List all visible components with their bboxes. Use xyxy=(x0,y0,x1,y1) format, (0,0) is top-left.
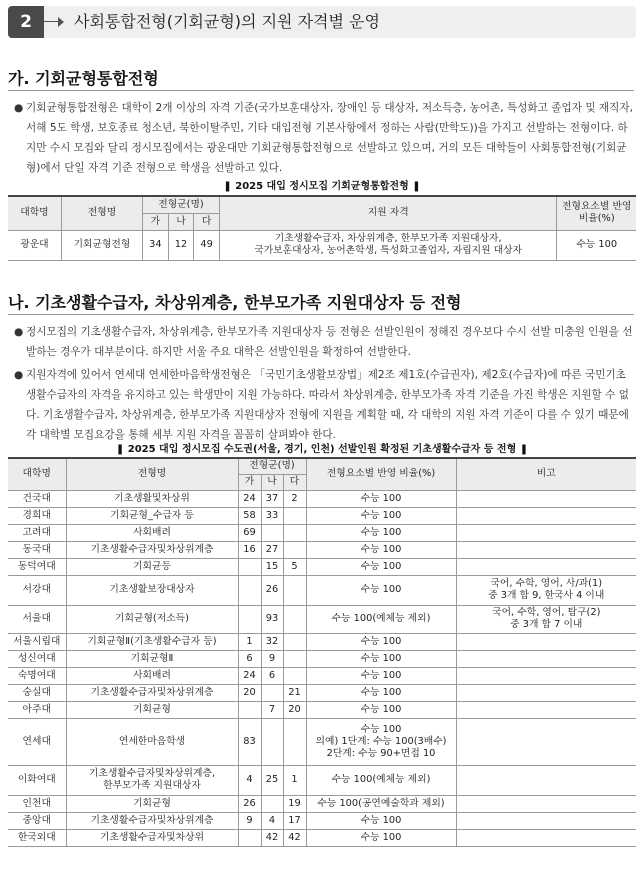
table-b xyxy=(8,457,636,847)
cell-ga xyxy=(238,575,261,605)
cell-note xyxy=(456,812,636,829)
cell-type: 기회균형전형 xyxy=(61,230,142,260)
subsection-title-a xyxy=(8,66,159,89)
cell-ratio: 수능 100 xyxy=(557,230,636,260)
divider xyxy=(8,90,634,91)
cell-type: 기회균형_수급자 등 xyxy=(66,507,238,524)
section-header xyxy=(8,6,636,38)
cell-type: 기초생활수급자및차상위 xyxy=(66,829,238,846)
cell-note xyxy=(456,633,636,650)
header-univ: 대학명 xyxy=(8,196,61,230)
cell-ga: 1 xyxy=(238,633,261,650)
paragraph-b2-text: 지원자격에 있어서 연세대 연세한마음학생전형은 「국민기초생활보장법」제2조 제1호(수급권자), 제2호(수급자)에 따른 국민기초생활수급자의 자격을 유지하고 있는 학생만이 지원 가능하다. 따라서 차상위계층, 한부모가족 자격 기준을 가진 학생은 지원할 수 없다. 기초생활수급자, 차상위계층, 한부모가족 지원대상자 전형에 지원을 계획할 때, 각 대학의 지원 자격 기준이 다를 수 있기 때문에 각 대학별 모집요강을 통해 세부 지원 자격을 꼼꼼히 살펴봐야 한다. xyxy=(26,369,629,441)
cell-ratio: 수능 100 xyxy=(306,684,456,701)
cell-da xyxy=(283,667,306,684)
cell-univ: 경희대 xyxy=(8,507,66,524)
cell-da: 19 xyxy=(283,795,306,812)
cell-note xyxy=(456,490,636,507)
header-group: 전형군(명) xyxy=(143,196,220,213)
header-ga: 가 xyxy=(238,474,261,490)
section-number: 2 xyxy=(8,6,44,38)
cell-ga: 20 xyxy=(238,684,261,701)
cell-type: 기회균형 xyxy=(66,795,238,812)
cell-na: 7 xyxy=(261,701,283,718)
cell-type: 기초생활수급자및차상위계층 xyxy=(66,812,238,829)
cell-type: 기회균형Ⅱ xyxy=(66,650,238,667)
cell-ga: 24 xyxy=(238,667,261,684)
header-note: 비고 xyxy=(456,458,636,490)
cell-qual-line2: 국가보훈대상자, 농어촌학생, 특성화고졸업자, 자립지원 대상자 xyxy=(254,245,523,256)
cell-da: 21 xyxy=(283,684,306,701)
cell-ratio: 수능 100 xyxy=(306,633,456,650)
cell-ratio: 수능 100 의예) 1단계: 수능 100(3배수) 2단계: 수능 90+면접 10 xyxy=(306,718,456,765)
cell-da: 2 xyxy=(283,490,306,507)
cell-ga: 83 xyxy=(238,718,261,765)
cell-univ: 동덕여대 xyxy=(8,558,66,575)
cell-univ: 서강대 xyxy=(8,575,66,605)
cell-na xyxy=(261,718,283,765)
cell-ga: 34 xyxy=(143,230,169,260)
table-row xyxy=(8,765,636,795)
cell-type: 기회균형Ⅱ(기초생활수급자 등) xyxy=(66,633,238,650)
cell-note xyxy=(456,829,636,846)
cell-na xyxy=(261,684,283,701)
cell-da: 1 xyxy=(283,765,306,795)
cell-univ: 서울대 xyxy=(8,605,66,633)
cell-na: 33 xyxy=(261,507,283,524)
table-a-caption: ❚ 2025 대입 정시모집 기회균형통합전형 ❚ xyxy=(223,181,421,192)
cell-ratio: 수능 100(예체능 제외) xyxy=(306,765,456,795)
cell-univ: 한국외대 xyxy=(8,829,66,846)
cell-type: 기초생활및차상위 xyxy=(66,490,238,507)
header-ratio: 전형요소별 반영 비율(%) xyxy=(306,458,456,490)
cell-da xyxy=(283,507,306,524)
cell-note xyxy=(456,684,636,701)
cell-ratio: 수능 100 xyxy=(306,829,456,846)
cell-ratio: 수능 100 xyxy=(306,558,456,575)
cell-ga xyxy=(238,558,261,575)
cell-type: 기회균형 xyxy=(66,701,238,718)
bullet-icon: ● xyxy=(14,369,24,381)
paragraph-a-text: 기회균형통합전형은 대학이 2개 이상의 자격 기준(국가보훈대상자, 장애인 등 대상자, 저소득층, 농어촌, 특성화고 졸업자 및 재직자, 서해 5도 학생, 보호종료 청소년, 북한이탈주민, 기타 대입전형 기본사항에서 정하는 사람(만학도))을 가지고 선발하는 전형이다. 하지만 수시 모집와 달리 정시모집에서는 광운대만 기회균형통합전형으로 선발하고 있으며, 거의 모든 대학들이 사회통합전형(기회균형)에서 단일 자격 기준 전형으로 학생을 선발하고 있다. xyxy=(26,102,633,174)
cell-univ: 인천대 xyxy=(8,795,66,812)
paragraph-b2 xyxy=(14,365,636,445)
cell-da xyxy=(283,605,306,633)
cell-ratio: 수능 100 xyxy=(306,575,456,605)
cell-type: 기회균형(저소득) xyxy=(66,605,238,633)
cell-na: 4 xyxy=(261,812,283,829)
table-row xyxy=(8,795,636,812)
cell-da xyxy=(283,718,306,765)
cell-type: 기초생활수급자및차상위계층 xyxy=(66,541,238,558)
cell-type: 기초생활보장대상자 xyxy=(66,575,238,605)
cell-qual xyxy=(219,230,556,260)
table-row xyxy=(8,701,636,718)
cell-na: 25 xyxy=(261,765,283,795)
cell-univ: 서울시립대 xyxy=(8,633,66,650)
cell-ga: 6 xyxy=(238,650,261,667)
cell-ga xyxy=(238,605,261,633)
cell-na: 27 xyxy=(261,541,283,558)
cell-da: 42 xyxy=(283,829,306,846)
table-row xyxy=(8,718,636,765)
cell-note xyxy=(456,524,636,541)
paragraph-b1-text: 정시모집의 기초생활수급자, 차상위계층, 한부모가족 지원대상자 등 전형은 선발인원이 정해진 경우보다 수시 선발 미충원 인원을 선발하는 경우가 대부분이다. 하지만 서울 주요 대학은 선발인원을 확정하여 선발한다. xyxy=(26,326,633,358)
cell-univ: 고려대 xyxy=(8,524,66,541)
table-row xyxy=(8,558,636,575)
subsection-title-b-text: 나. 기초생활수급자, 차상위계층, 한부모가족 지원대상자 등 전형 xyxy=(8,293,462,312)
cell-na: 26 xyxy=(261,575,283,605)
cell-na: 37 xyxy=(261,490,283,507)
cell-univ: 성신여대 xyxy=(8,650,66,667)
cell-note xyxy=(456,650,636,667)
cell-univ: 이화여대 xyxy=(8,765,66,795)
bullet-icon: ● xyxy=(14,102,24,114)
cell-univ: 동국대 xyxy=(8,541,66,558)
cell-type: 기초생활수급자및차상위계층 xyxy=(66,684,238,701)
cell-ga: 58 xyxy=(238,507,261,524)
cell-na: 12 xyxy=(168,230,194,260)
cell-da xyxy=(283,524,306,541)
table-row xyxy=(8,812,636,829)
cell-note xyxy=(456,718,636,765)
cell-note xyxy=(456,795,636,812)
cell-ratio: 수능 100 xyxy=(306,524,456,541)
header-ga: 가 xyxy=(143,213,169,230)
header-da: 다 xyxy=(283,474,306,490)
cell-univ: 숙명여대 xyxy=(8,667,66,684)
cell-note xyxy=(456,701,636,718)
cell-da xyxy=(283,575,306,605)
cell-ga: 24 xyxy=(238,490,261,507)
cell-ga xyxy=(238,829,261,846)
cell-note xyxy=(456,541,636,558)
cell-da xyxy=(283,650,306,667)
cell-ratio: 수능 100 xyxy=(306,812,456,829)
table-row xyxy=(8,684,636,701)
header-na: 나 xyxy=(261,474,283,490)
header-type: 전형명 xyxy=(61,196,142,230)
divider xyxy=(8,314,634,315)
cell-ga: 69 xyxy=(238,524,261,541)
cell-note: 국어, 수학, 영어, 탐구(2) 중 3개 합 7 이내 xyxy=(456,605,636,633)
header-univ: 대학명 xyxy=(8,458,66,490)
header-da: 다 xyxy=(194,213,220,230)
subsection-title-a-text: 가. 기회균형통합전형 xyxy=(8,69,159,88)
cell-univ: 건국대 xyxy=(8,490,66,507)
cell-type: 연세한마음학생 xyxy=(66,718,238,765)
cell-ratio: 수능 100 xyxy=(306,701,456,718)
cell-ga: 16 xyxy=(238,541,261,558)
cell-ratio: 수능 100(예체능 제외) xyxy=(306,605,456,633)
table-row xyxy=(8,230,636,260)
table-row xyxy=(8,667,636,684)
subsection-title-b xyxy=(8,290,462,313)
table-b-caption: ❚ 2025 대입 정시모집 수도권(서울, 경기, 인천) 선발인원 확정된 기초생활수급자 등 전형 ❚ xyxy=(115,444,529,455)
cell-na: 32 xyxy=(261,633,283,650)
cell-univ: 광운대 xyxy=(8,230,61,260)
cell-qual-line1: 기초생활수급자, 차상위계층, 한부모가족 지원대상자, xyxy=(274,233,502,244)
table-row xyxy=(8,633,636,650)
header-na: 나 xyxy=(168,213,194,230)
table-row xyxy=(8,650,636,667)
cell-da xyxy=(283,541,306,558)
cell-da: 17 xyxy=(283,812,306,829)
cell-ratio: 수능 100 xyxy=(306,490,456,507)
cell-da xyxy=(283,633,306,650)
cell-ratio: 수능 100 xyxy=(306,541,456,558)
arrow-right-icon xyxy=(58,17,64,27)
cell-type: 기회균등 xyxy=(66,558,238,575)
table-row xyxy=(8,541,636,558)
cell-type: 기초생활수급자및차상위계층, 한부모가족 지원대상자 xyxy=(66,765,238,795)
cell-na: 93 xyxy=(261,605,283,633)
cell-ga: 9 xyxy=(238,812,261,829)
cell-note xyxy=(456,765,636,795)
cell-ga: 26 xyxy=(238,795,261,812)
cell-note xyxy=(456,667,636,684)
cell-univ: 중앙대 xyxy=(8,812,66,829)
cell-ratio: 수능 100 xyxy=(306,650,456,667)
cell-na: 6 xyxy=(261,667,283,684)
table-row xyxy=(8,575,636,605)
cell-na: 9 xyxy=(261,650,283,667)
header-group: 전형군(명) xyxy=(238,458,306,474)
table-row xyxy=(8,507,636,524)
cell-ga: 4 xyxy=(238,765,261,795)
cell-note xyxy=(456,558,636,575)
cell-type: 사회배려 xyxy=(66,524,238,541)
cell-note: 국어, 수학, 영어, 사/과(1) 중 3개 합 9, 한국사 4 이내 xyxy=(456,575,636,605)
header-qual: 지원 자격 xyxy=(219,196,556,230)
cell-ratio: 수능 100 xyxy=(306,667,456,684)
paragraph-a xyxy=(14,98,636,178)
table-row xyxy=(8,605,636,633)
header-type: 전형명 xyxy=(66,458,238,490)
cell-ga xyxy=(238,701,261,718)
cell-ratio: 수능 100 xyxy=(306,507,456,524)
table-row xyxy=(8,524,636,541)
cell-da: 20 xyxy=(283,701,306,718)
bullet-icon: ● xyxy=(14,326,24,338)
cell-type: 사회배려 xyxy=(66,667,238,684)
cell-univ: 아주대 xyxy=(8,701,66,718)
cell-da: 49 xyxy=(194,230,220,260)
cell-da: 5 xyxy=(283,558,306,575)
table-a xyxy=(8,195,636,261)
header-ratio: 전형요소별 반영 비율(%) xyxy=(557,196,636,230)
table-row xyxy=(8,829,636,846)
cell-na xyxy=(261,795,283,812)
cell-univ: 연세대 xyxy=(8,718,66,765)
section-title: 사회통합전형(기회균형)의 지원 자격별 운영 xyxy=(74,12,380,31)
cell-univ: 숭실대 xyxy=(8,684,66,701)
paragraph-b1 xyxy=(14,322,636,362)
cell-ratio: 수능 100(공연예술학과 제외) xyxy=(306,795,456,812)
cell-na: 42 xyxy=(261,829,283,846)
cell-na xyxy=(261,524,283,541)
cell-na: 15 xyxy=(261,558,283,575)
table-row xyxy=(8,490,636,507)
cell-note xyxy=(456,507,636,524)
